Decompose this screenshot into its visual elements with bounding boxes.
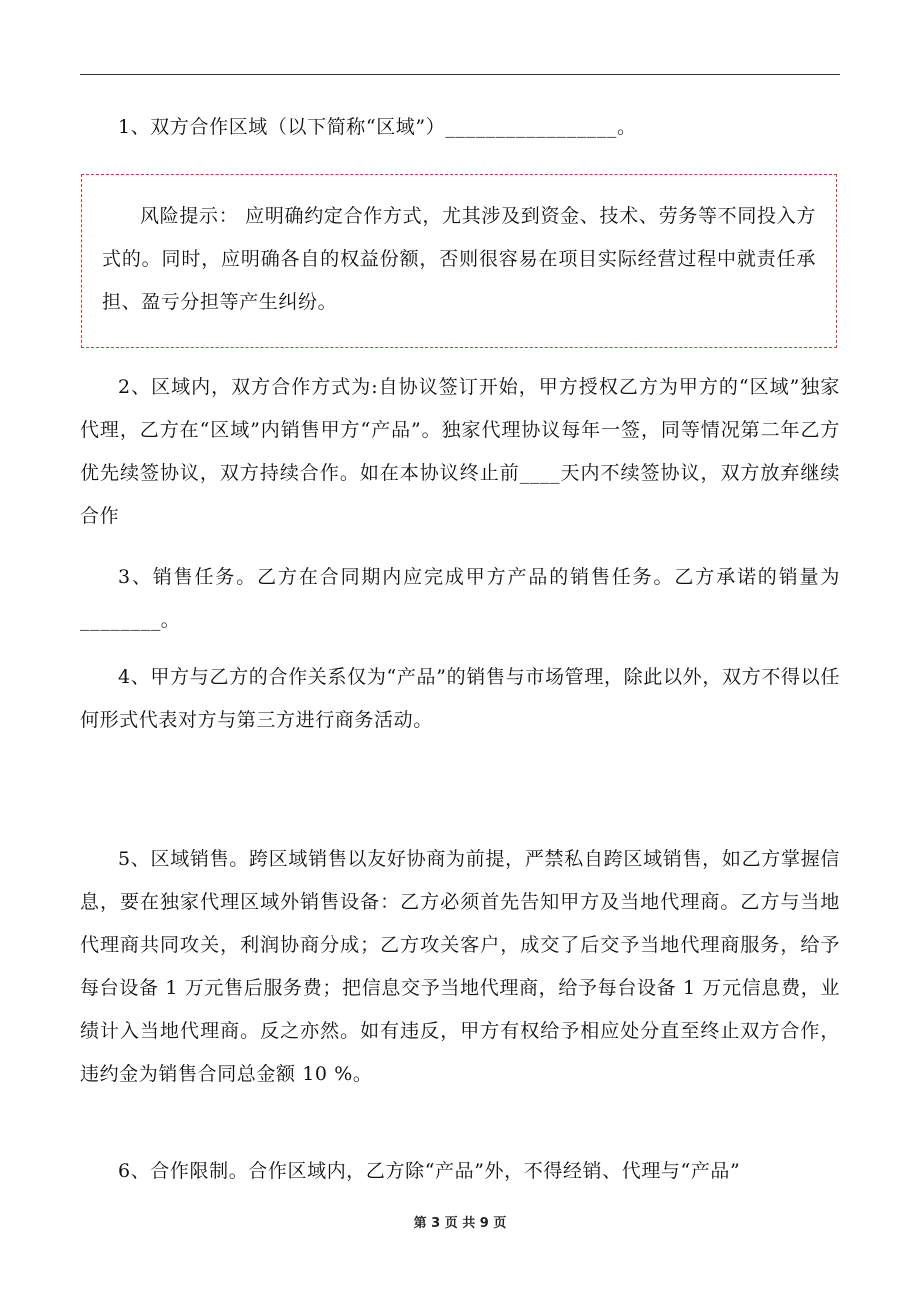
clause-2: 2、区域内，双方合作方式为:自协议签订开始，甲方授权乙方为甲方的“区域”独家代理，乙方在“区域”内销售甲方“产品”。独家代理协议每年一签，同等情况第二年乙方优先续签协议，双方持续合作。如在本协议终止前____天内不续签协议，双方放弃继续合作 <box>80 376 840 527</box>
clause-5: 5、区域销售。跨区域销售以友好协商为前提，严禁私自跨区域销售，如乙方掌握信息，要在独家代理区域外销售设备：乙方必须首先告知甲方及当地代理商。乙方与当地代理商共同攻关，利润协商分成；乙方攻关客户，成交了后交予当地代理商服务，给予每台设备 1 万元售后服务费；把信息交予当地代理商，给予每台设备 1 万元信息费，业绩计入当地代理商。反之亦然。如有违反，甲方有权给予相应处分直至终止双方合作，违约金为销售合同总金额 10 %。 <box>80 848 840 1085</box>
clause-6: 6、合作限制。合作区域内，乙方除“产品”外，不得经销、代理与“产品” <box>118 1160 741 1182</box>
clause-4: 4、甲方与乙方的合作关系仅为“产品”的销售与市场管理，除此以外，双方不得以任何形式代表对方与第三方进行商务活动。 <box>80 666 840 731</box>
clause-3: 3、销售任务。乙方在合同期内应完成甲方产品的销售任务。乙方承诺的销量为________。 <box>80 566 840 631</box>
header-rule <box>80 74 840 75</box>
risk-notice-box <box>81 174 837 348</box>
page-number: 第 3 页 共 9 页 <box>413 1216 507 1231</box>
clause-1: 1、双方合作区域（以下简称“区域”）_________________。 <box>118 116 637 138</box>
risk-notice-text: 风险提示： 应明确约定合作方式，尤其涉及到资金、技术、劳务等不同投入方式的。同时，应明确各自的权益份额，否则很容易在项目实际经营过程中就责任承担、盈亏分担等产生纠纷。 <box>102 205 816 313</box>
